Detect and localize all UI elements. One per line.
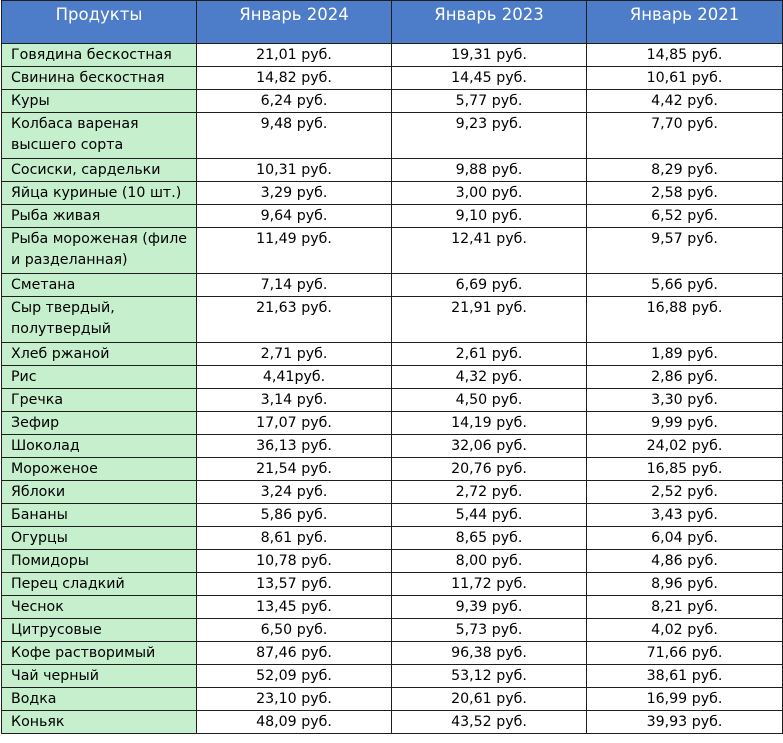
price-jan-2024-cell: 13,45 руб. [197, 596, 392, 619]
table-row [2, 274, 783, 297]
price-jan-2023-cell: 5,44 руб. [392, 504, 587, 527]
price-jan-2024-cell: 11,49 руб. [197, 228, 392, 274]
table-row [2, 642, 783, 665]
price-jan-2024-cell: 10,78 руб. [197, 550, 392, 573]
table-row [2, 550, 783, 573]
price-jan-2021-cell: 8,21 руб. [587, 596, 783, 619]
price-jan-2021-cell: 71,66 руб. [587, 642, 783, 665]
price-jan-2024-cell: 21,01 руб. [197, 44, 392, 67]
table-row [2, 366, 783, 389]
price-jan-2023-cell: 14,45 руб. [392, 67, 587, 90]
product-name-cell: Сосиски, сардельки [2, 159, 197, 182]
price-jan-2023-cell: 4,32 руб. [392, 366, 587, 389]
table-row [2, 113, 783, 159]
table-body [2, 44, 783, 734]
table-row [2, 665, 783, 688]
price-jan-2023-cell: 11,72 руб. [392, 573, 587, 596]
price-jan-2024-cell: 48,09 руб. [197, 711, 392, 734]
price-jan-2023-cell: 96,38 руб. [392, 642, 587, 665]
table-row [2, 458, 783, 481]
price-jan-2021-cell: 38,61 руб. [587, 665, 783, 688]
product-name-cell: Яйца куриные (10 шт.) [2, 182, 197, 205]
price-jan-2021-cell: 8,96 руб. [587, 573, 783, 596]
price-jan-2023-cell: 6,69 руб. [392, 274, 587, 297]
price-jan-2023-cell: 14,19 руб. [392, 412, 587, 435]
table-row [2, 435, 783, 458]
price-jan-2024-cell: 7,14 руб. [197, 274, 392, 297]
product-name-cell: Водка [2, 688, 197, 711]
table-row [2, 67, 783, 90]
price-jan-2023-cell: 2,61 руб. [392, 343, 587, 366]
price-jan-2023-cell: 9,23 руб. [392, 113, 587, 159]
price-jan-2021-cell: 9,57 руб. [587, 228, 783, 274]
table-row [2, 688, 783, 711]
price-jan-2021-cell: 2,86 руб. [587, 366, 783, 389]
product-name-cell: Яблоки [2, 481, 197, 504]
product-name-cell: Рыба живая [2, 205, 197, 228]
price-jan-2023-cell: 8,65 руб. [392, 527, 587, 550]
price-jan-2024-cell: 21,54 руб. [197, 458, 392, 481]
price-jan-2024-cell: 21,63 руб. [197, 297, 392, 343]
price-jan-2021-cell: 9,99 руб. [587, 412, 783, 435]
product-name-cell: Кофе растворимый [2, 642, 197, 665]
price-jan-2024-cell: 4,41руб. [197, 366, 392, 389]
price-jan-2024-cell: 8,61 руб. [197, 527, 392, 550]
price-jan-2021-cell: 10,61 руб. [587, 67, 783, 90]
price-jan-2021-cell: 14,85 руб. [587, 44, 783, 67]
price-jan-2024-cell: 3,24 руб. [197, 481, 392, 504]
price-jan-2024-cell: 3,14 руб. [197, 389, 392, 412]
price-jan-2024-cell: 2,71 руб. [197, 343, 392, 366]
column-header-jan-2023: Январь 2023 [392, 1, 587, 44]
product-name-cell: Рыба мороженая (филе и разделанная) [2, 228, 197, 274]
price-jan-2023-cell: 12,41 руб. [392, 228, 587, 274]
price-jan-2024-cell: 52,09 руб. [197, 665, 392, 688]
header-row [2, 1, 783, 44]
table-row [2, 90, 783, 113]
product-name-cell: Помидоры [2, 550, 197, 573]
price-jan-2021-cell: 4,02 руб. [587, 619, 783, 642]
table-row [2, 481, 783, 504]
price-jan-2021-cell: 3,30 руб. [587, 389, 783, 412]
price-jan-2024-cell: 23,10 руб. [197, 688, 392, 711]
price-jan-2024-cell: 9,64 руб. [197, 205, 392, 228]
price-jan-2023-cell: 9,39 руб. [392, 596, 587, 619]
product-name-cell: Куры [2, 90, 197, 113]
price-jan-2023-cell: 9,10 руб. [392, 205, 587, 228]
column-header-products: Продукты [2, 1, 197, 44]
price-jan-2021-cell: 6,04 руб. [587, 527, 783, 550]
table-row [2, 205, 783, 228]
price-jan-2023-cell: 20,76 руб. [392, 458, 587, 481]
table-row [2, 159, 783, 182]
price-jan-2021-cell: 16,99 руб. [587, 688, 783, 711]
price-jan-2024-cell: 10,31 руб. [197, 159, 392, 182]
price-jan-2023-cell: 21,91 руб. [392, 297, 587, 343]
column-header-jan-2021: Январь 2021 [587, 1, 783, 44]
price-jan-2021-cell: 5,66 руб. [587, 274, 783, 297]
table-row [2, 389, 783, 412]
product-name-cell: Мороженое [2, 458, 197, 481]
table-row [2, 711, 783, 734]
price-jan-2023-cell: 9,88 руб. [392, 159, 587, 182]
table-row [2, 228, 783, 274]
price-jan-2023-cell: 5,73 руб. [392, 619, 587, 642]
product-name-cell: Рис [2, 366, 197, 389]
table-row [2, 44, 783, 67]
price-jan-2021-cell: 2,52 руб. [587, 481, 783, 504]
table-row [2, 297, 783, 343]
product-name-cell: Бананы [2, 504, 197, 527]
price-jan-2021-cell: 4,42 руб. [587, 90, 783, 113]
price-jan-2021-cell: 4,86 руб. [587, 550, 783, 573]
table-row [2, 343, 783, 366]
table-row [2, 412, 783, 435]
price-jan-2023-cell: 2,72 руб. [392, 481, 587, 504]
column-header-jan-2024: Январь 2024 [197, 1, 392, 44]
table-row [2, 182, 783, 205]
price-jan-2021-cell: 16,88 руб. [587, 297, 783, 343]
table-row [2, 596, 783, 619]
product-name-cell: Свинина бескостная [2, 67, 197, 90]
price-jan-2023-cell: 5,77 руб. [392, 90, 587, 113]
product-name-cell: Чеснок [2, 596, 197, 619]
product-name-cell: Цитрусовые [2, 619, 197, 642]
price-jan-2023-cell: 3,00 руб. [392, 182, 587, 205]
price-jan-2021-cell: 6,52 руб. [587, 205, 783, 228]
price-jan-2023-cell: 43,52 руб. [392, 711, 587, 734]
price-jan-2024-cell: 13,57 руб. [197, 573, 392, 596]
product-name-cell: Зефир [2, 412, 197, 435]
price-jan-2024-cell: 87,46 руб. [197, 642, 392, 665]
price-jan-2023-cell: 20,61 руб. [392, 688, 587, 711]
product-name-cell: Хлеб ржаной [2, 343, 197, 366]
price-jan-2024-cell: 36,13 руб. [197, 435, 392, 458]
product-name-cell: Перец сладкий [2, 573, 197, 596]
product-name-cell: Колбаса вареная высшего сорта [2, 113, 197, 159]
price-table [1, 0, 783, 734]
price-jan-2023-cell: 4,50 руб. [392, 389, 587, 412]
price-jan-2023-cell: 19,31 руб. [392, 44, 587, 67]
price-jan-2021-cell: 7,70 руб. [587, 113, 783, 159]
product-name-cell: Гречка [2, 389, 197, 412]
price-jan-2021-cell: 1,89 руб. [587, 343, 783, 366]
price-jan-2023-cell: 8,00 руб. [392, 550, 587, 573]
product-name-cell: Сыр твердый, полутвердый [2, 297, 197, 343]
product-name-cell: Шоколад [2, 435, 197, 458]
price-jan-2024-cell: 6,24 руб. [197, 90, 392, 113]
price-jan-2024-cell: 9,48 руб. [197, 113, 392, 159]
price-jan-2021-cell: 39,93 руб. [587, 711, 783, 734]
table-row [2, 619, 783, 642]
price-jan-2023-cell: 32,06 руб. [392, 435, 587, 458]
table-row [2, 573, 783, 596]
price-jan-2024-cell: 5,86 руб. [197, 504, 392, 527]
table-row [2, 504, 783, 527]
price-jan-2021-cell: 3,43 руб. [587, 504, 783, 527]
table-row [2, 527, 783, 550]
price-jan-2021-cell: 24,02 руб. [587, 435, 783, 458]
product-name-cell: Говядина бескостная [2, 44, 197, 67]
price-jan-2023-cell: 53,12 руб. [392, 665, 587, 688]
price-jan-2024-cell: 14,82 руб. [197, 67, 392, 90]
price-jan-2024-cell: 17,07 руб. [197, 412, 392, 435]
price-jan-2024-cell: 6,50 руб. [197, 619, 392, 642]
price-jan-2021-cell: 8,29 руб. [587, 159, 783, 182]
price-jan-2021-cell: 2,58 руб. [587, 182, 783, 205]
product-name-cell: Коньяк [2, 711, 197, 734]
product-name-cell: Огурцы [2, 527, 197, 550]
price-jan-2021-cell: 16,85 руб. [587, 458, 783, 481]
price-jan-2024-cell: 3,29 руб. [197, 182, 392, 205]
product-name-cell: Чай черный [2, 665, 197, 688]
product-name-cell: Сметана [2, 274, 197, 297]
